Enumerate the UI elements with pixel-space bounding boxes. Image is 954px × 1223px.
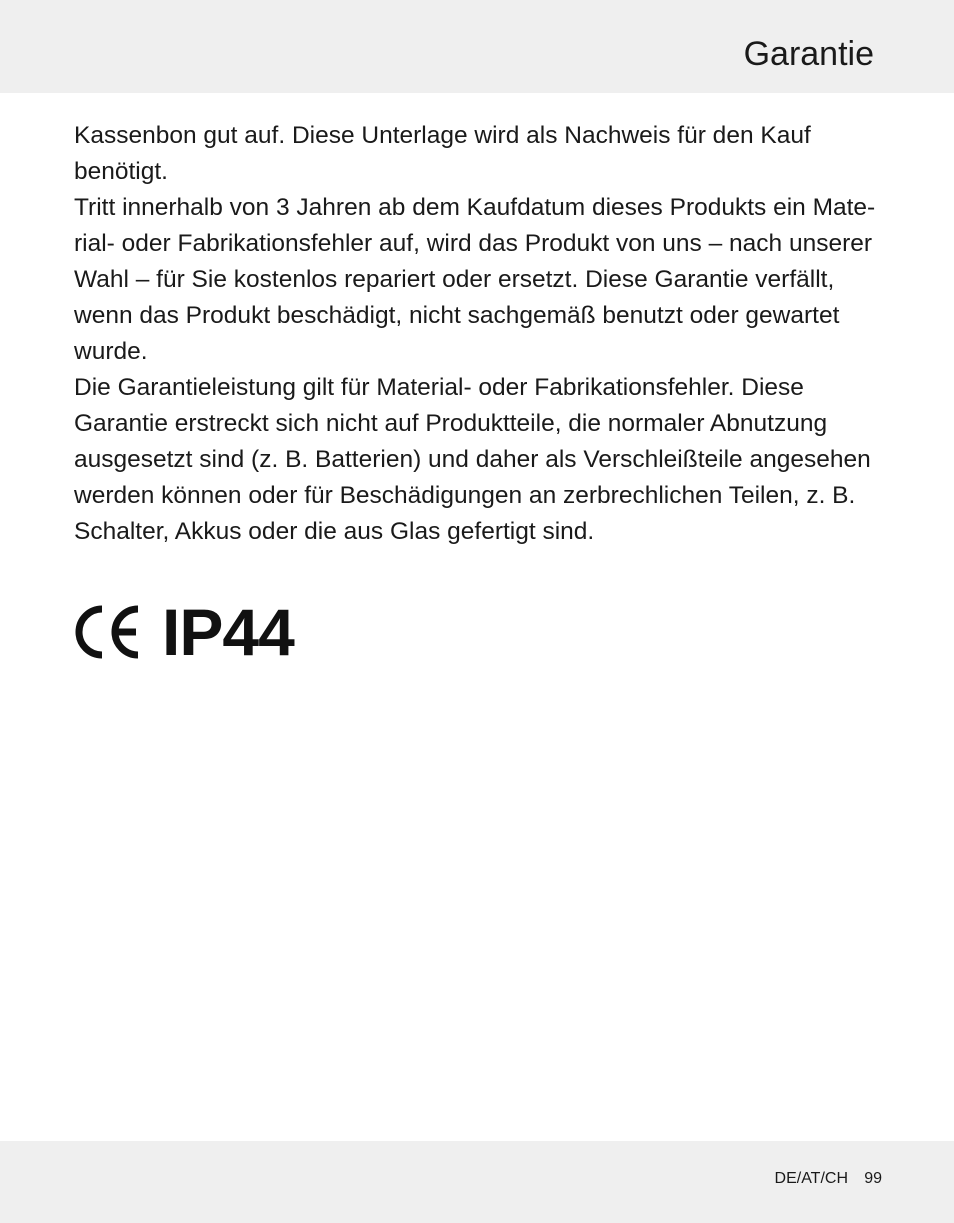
ce-mark-icon [72, 601, 142, 663]
certification-marks [72, 592, 294, 672]
page-title: Garantie [743, 35, 874, 73]
paragraph-warranty-period: Tritt innerhalb von 3 Jahren ab dem Kaufdatum dieses Produkts ein Mate- rial- oder Fabrikationsfehler auf, wird das Produkt von uns – nach unserer Wahl – für Sie kostenlos repariert oder ersetzt. Diese Garantie verfällt, wenn das Produkt beschädigt, nicht sachgemäß benutzt oder gewartet wurde. [74, 194, 876, 365]
paragraph-warranty-scope: Die Garantieleistung gilt für Material- oder Fabrikationsfehler. Diese Garantie erstreckt sich nicht auf Produktteile, die normaler Abnutzung ausgesetzt sind (z. B. Batterien) und daher als Verschleißteile angesehen werden können oder für Beschädigungen an zerbrechlichen Teilen, z. B. Schalter, Akkus oder die aus Glas gefertigt sind. [74, 374, 871, 545]
warranty-text [74, 118, 894, 550]
page-number: 99 [864, 1170, 882, 1187]
paragraph-receipt: Kassenbon gut auf. Diese Unterlage wird als Nachweis für den Kauf benötigt. [74, 122, 811, 185]
ip-rating-label: IP44 [162, 595, 294, 669]
footer-locale: DE/AT/CH [774, 1170, 848, 1187]
